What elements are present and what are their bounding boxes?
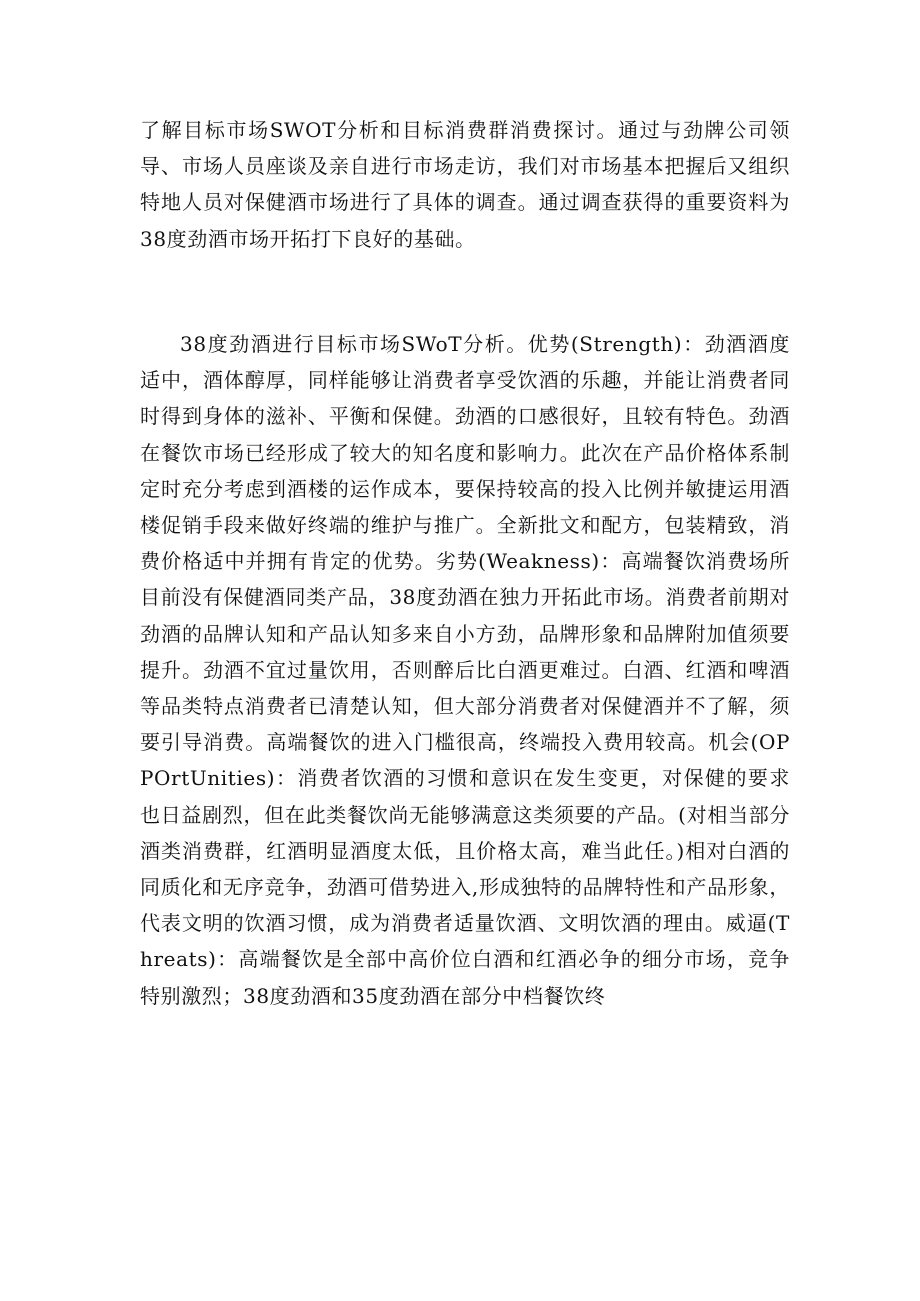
body-paragraph-1: 了解目标市场SWOT分析和目标消费群消费探讨。通过与劲牌公司领导、市场人员座谈及亲自进行市场走访，我们对市场基本把握后又组织特地人员对保健酒市场进行了具体的调查。通过调查获得的重要资料为38度劲酒市场开拓打下良好的基础。 bbox=[140, 118, 790, 251]
body-paragraph-2: 38度劲酒进行目标市场SWoT分析。优势(Strength)：劲酒酒度适中，酒体醇厚，同样能够让消费者享受饮酒的乐趣，并能让消费者同时得到身体的滋补、平衡和保健。劲酒的口感很好，且较有特色。劲酒在餐饮市场已经形成了较大的知名度和影响力。此次在产品价格体系制定时充分考虑到酒楼的运作成本，要保持较高的投入比例并敏捷运用酒楼促销手段来做好终端的维护与推广。全新批文和配方，包装精致，消费价格适中并拥有肯定的优势。劣势(Weakness)：高端餐饮消费场所目前没有保健酒同类产品，38度劲酒在独力开拓此市场。消费者前期对劲酒的品牌认知和产品认知多来自小方劲，品牌形象和品牌附加值须要提升。劲酒不宜过量饮用，否则醉后比白酒更难过。白酒、红酒和啤酒等品类特点消费者已清楚认知，但大部分消费者对保健酒并不了解，须要引导消费。高端餐饮的进入门槛很高，终端投入费用较高。机会(OPPOrtUnities)：消费者饮酒的习惯和意识在发生变更，对保健的要求也日益剧烈，但在此类餐饮尚无能够满意这类须要的产品。(对相当部分酒类消费群，红酒明显酒度太低，且价格太高，难当此任。)相对白酒的同质化和无序竞争，劲酒可借势进入,形成独特的品牌特性和产品形象，代表文明的饮酒习惯，成为消费者适量饮酒、文明饮酒的理由。威逼(Threats)：高端餐饮是全部中高价位白酒和红酒必争的细分市场，竞争特别激烈；38度劲酒和35度劲酒在部分中档餐饮终 bbox=[140, 332, 790, 1008]
